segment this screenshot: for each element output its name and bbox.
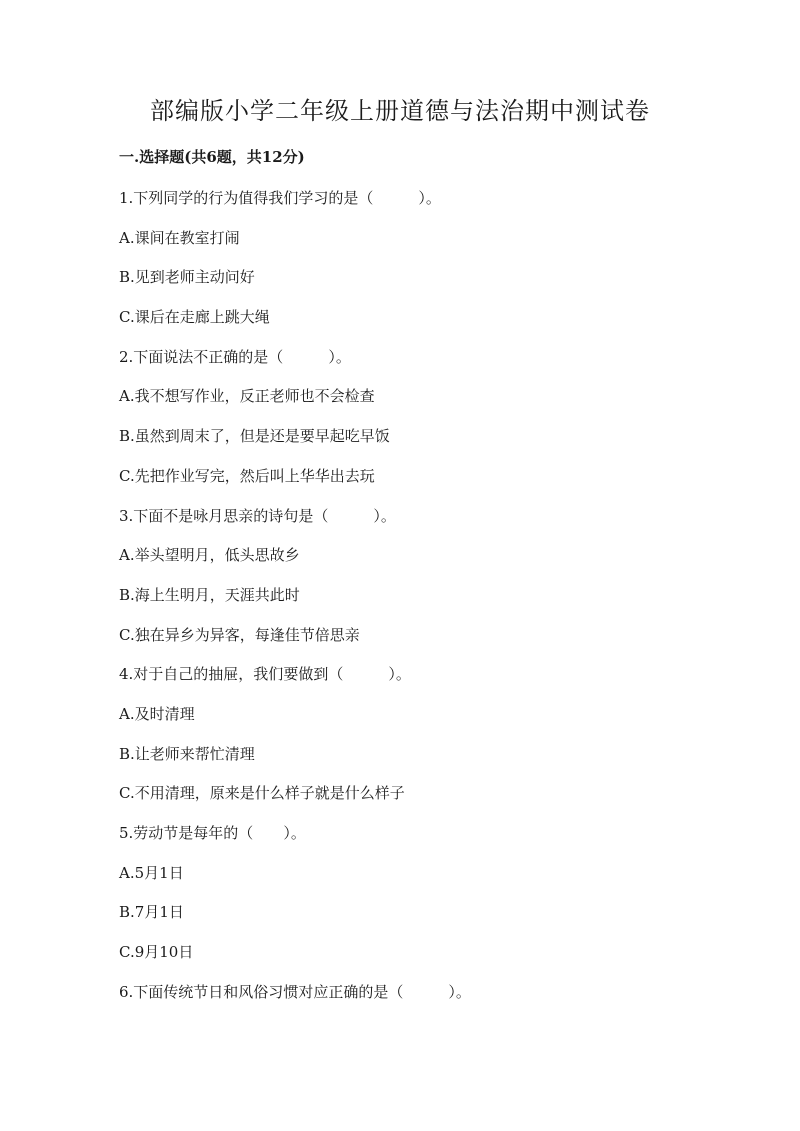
question-3-option-a: A.举头望明月，低头思故乡 [119, 546, 300, 565]
question-4-option-c: C.不用清理，原来是什么样子就是什么样子 [119, 784, 405, 803]
question-1-option-b: B.见到老师主动问好 [119, 268, 255, 287]
question-2-option-a: A.我不想写作业，反正老师也不会检查 [119, 387, 375, 406]
question-2-stem: 2.下面说法不正确的是（ ）。 [119, 347, 351, 366]
question-4-option-b: B.让老师来帮忙清理 [119, 744, 255, 763]
question-4-stem: 4.对于自己的抽屉，我们要做到（ ）。 [119, 665, 411, 684]
question-5-stem: 5.劳动节是每年的（ ）。 [119, 824, 306, 842]
question-1-option-c: C.课后在走廊上跳大绳 [119, 308, 270, 327]
question-1-option-a: A.课间在教室打闹 [119, 228, 240, 247]
question-3-stem: 3.下面不是咏月思亲的诗句是（ ）。 [119, 506, 396, 525]
page-title: 部编版小学二年级上册道德与法治期中测试卷 [150, 97, 650, 125]
question-4-option-a: A.及时清理 [119, 704, 195, 723]
question-3-option-c: C.独在异乡为异客，每逢佳节倍思亲 [119, 625, 360, 644]
question-5-option-b: B.7月1日 [119, 903, 184, 922]
question-1-stem: 1.下列同学的行为值得我们学习的是（ ）。 [119, 189, 441, 207]
question-3-option-b: B.海上生明月，天涯共此时 [119, 585, 300, 604]
section-heading: 一.选择题(共6题，共12分) [119, 148, 305, 166]
question-2-option-b: B.虽然到周末了，但是还是要早起吃早饭 [119, 427, 390, 446]
question-2-option-c: C.先把作业写完，然后叫上华华出去玩 [119, 466, 375, 485]
question-6-stem: 6.下面传统节日和风俗习惯对应正确的是（ ）。 [119, 982, 471, 1001]
question-5-option-a: A.5月1日 [119, 863, 184, 882]
question-list [119, 187, 759, 1020]
question-5-option-c: C.9月10日 [119, 943, 194, 962]
